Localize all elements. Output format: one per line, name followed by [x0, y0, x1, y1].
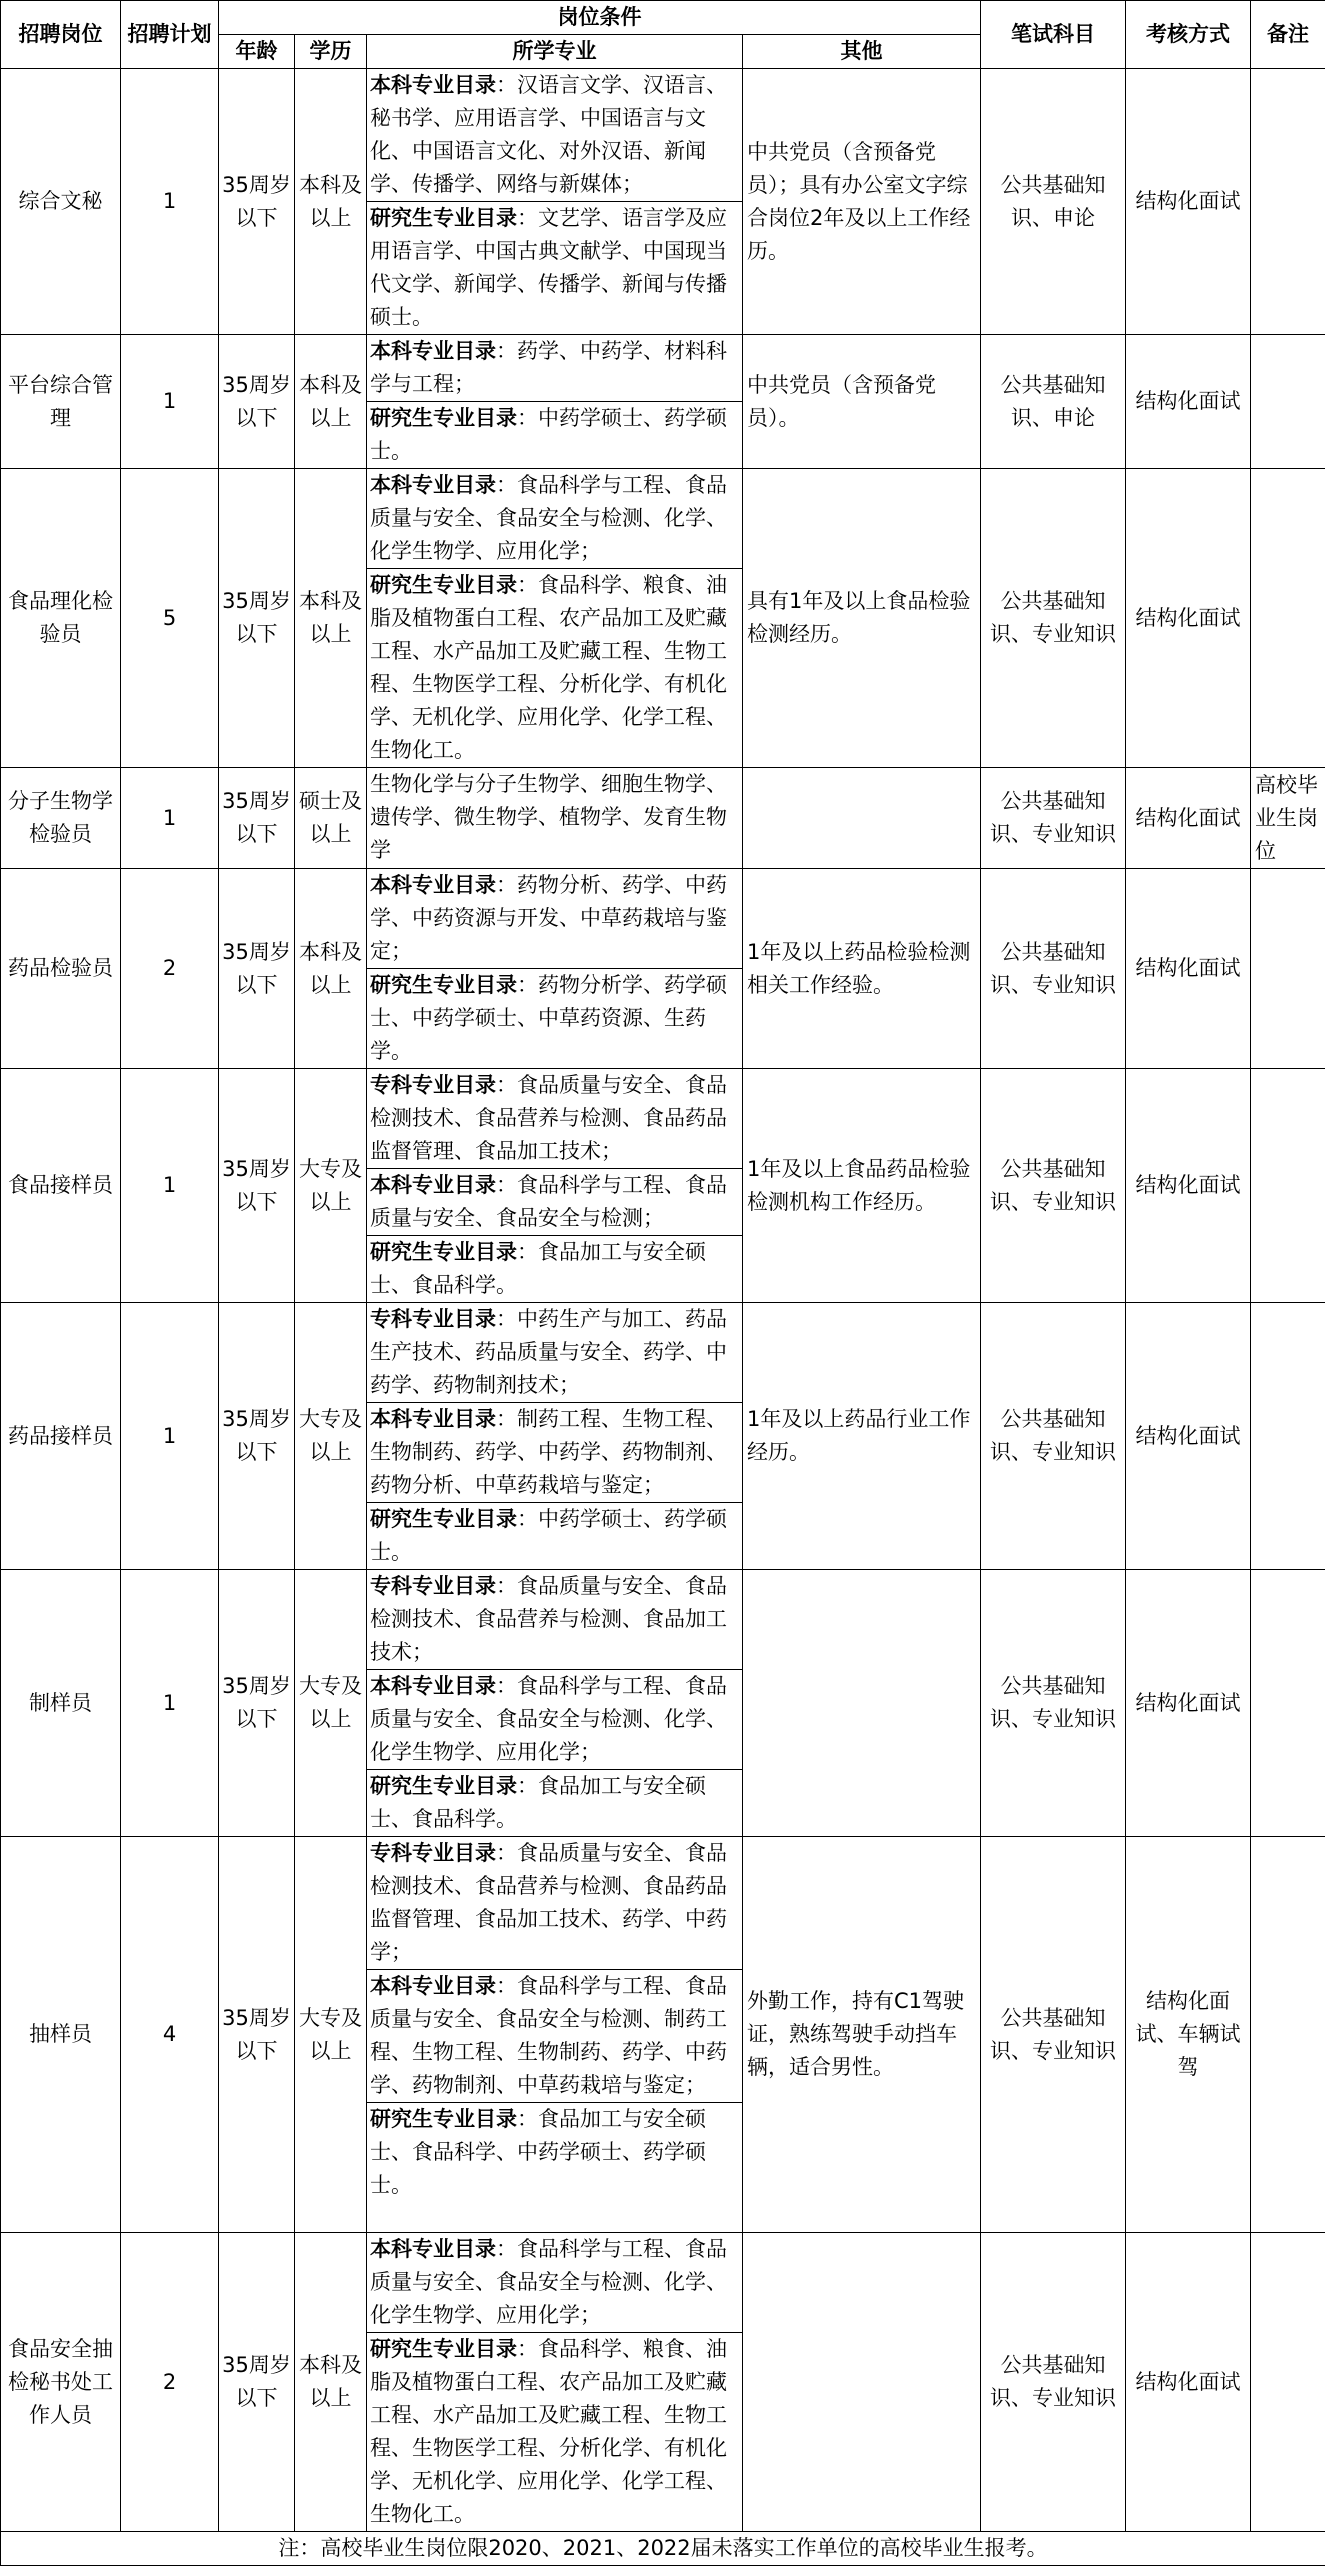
remark-cell — [1251, 1303, 1325, 1570]
major-category: 专科专业目录 — [370, 1574, 496, 1598]
other-cell: 1年及以上药品检验检测相关工作经验。 — [743, 869, 981, 1069]
assessment-cell: 结构化面试 — [1126, 335, 1251, 469]
exam-cell: 公共基础知识、专业知识 — [981, 1069, 1126, 1303]
major-list: ：食品科学与工程、食品质量与安全、食品安全与检测、化学、化学生物学、应用化学； — [370, 2237, 727, 2327]
major-category: 研究生专业目录 — [370, 1240, 517, 1264]
major-list: ：食品质量与安全、食品检测技术、食品营养与检测、食品药品监督管理、食品加工技术； — [370, 1073, 727, 1163]
major-block — [367, 1069, 742, 1168]
major-list: 生物化学与分子生物学、细胞生物学、遗传学、微生物学、植物学、发育生物学 — [370, 772, 727, 862]
major-block — [367, 1402, 742, 1502]
table-row — [1, 335, 1325, 469]
major-category: 本科专业目录 — [370, 339, 496, 363]
remark-cell — [1251, 1069, 1325, 1303]
table-row — [1, 69, 1325, 335]
plan-cell: 2 — [121, 2233, 219, 2532]
age-cell: 35周岁以下 — [219, 1303, 295, 1570]
position-cell: 抽样员 — [1, 1837, 121, 2233]
position-cell: 平台综合管理 — [1, 335, 121, 469]
exam-cell: 公共基础知识、申论 — [981, 69, 1126, 335]
major-cell — [367, 69, 743, 335]
major-block — [367, 869, 742, 968]
plan-cell: 1 — [121, 768, 219, 869]
major-block — [367, 401, 742, 468]
education-cell: 大专及以上 — [295, 1570, 367, 1837]
assessment-cell: 结构化面试 — [1126, 2233, 1251, 2532]
age-cell: 35周岁以下 — [219, 69, 295, 335]
remark-cell: 高校毕业生岗位 — [1251, 768, 1325, 869]
major-category: 研究生专业目录 — [370, 973, 517, 997]
plan-cell: 4 — [121, 1837, 219, 2233]
major-cell — [367, 1303, 743, 1570]
assessment-cell: 结构化面试 — [1126, 69, 1251, 335]
major-list: ：中药学硕士、药学硕士。 — [370, 406, 727, 463]
major-list: ：中药生产与加工、药品生产技术、药品质量与安全、药学、中药学、药物制剂技术； — [370, 1307, 727, 1397]
major-list: ：中药学硕士、药学硕士。 — [370, 1507, 727, 1564]
major-category: 本科专业目录 — [370, 1173, 496, 1197]
major-list: ：药学、中药学、材料科学与工程； — [370, 339, 727, 396]
assessment-cell: 结构化面试 — [1126, 469, 1251, 768]
footnote: 注：高校毕业生岗位限2020、2021、2022届未落实工作单位的高校毕业生报考。 — [1, 2532, 1325, 2566]
other-cell: 1年及以上药品行业工作经历。 — [743, 1303, 981, 1570]
position-cell: 综合文秘 — [1, 69, 121, 335]
plan-cell: 2 — [121, 869, 219, 1069]
other-cell: 中共党员（含预备党员）。 — [743, 335, 981, 469]
age-cell: 35周岁以下 — [219, 2233, 295, 2532]
age-cell: 35周岁以下 — [219, 1069, 295, 1303]
major-list: ：食品科学与工程、食品质量与安全、食品安全与检测、化学、化学生物学、应用化学； — [370, 473, 727, 563]
exam-cell: 公共基础知识、专业知识 — [981, 1837, 1126, 2233]
major-list: ：食品质量与安全、食品检测技术、食品营养与检测、食品药品监督管理、食品加工技术、药学、中药学； — [370, 1841, 727, 1964]
header-plan: 招聘计划 — [121, 1, 219, 69]
exam-cell: 公共基础知识、专业知识 — [981, 1570, 1126, 1837]
major-list: ：药物分析学、药学硕士、中药学硕士、中草药资源、生药学。 — [370, 973, 727, 1063]
remark-cell — [1251, 469, 1325, 768]
major-category: 研究生专业目录 — [370, 2337, 517, 2361]
major-block — [367, 968, 742, 1068]
major-category: 专科专业目录 — [370, 1307, 496, 1331]
position-cell: 制样员 — [1, 1570, 121, 1837]
exam-cell: 公共基础知识、专业知识 — [981, 2233, 1126, 2532]
other-cell: 中共党员（含预备党员）；具有办公室文字综合岗位2年及以上工作经历。 — [743, 69, 981, 335]
major-list: ：汉语言文学、汉语言、秘书学、应用语言学、中国语言与文化、中国语言文化、对外汉语、新闻学、传播学、网络与新媒体； — [370, 73, 727, 196]
other-cell: 1年及以上食品药品检验检测机构工作经历。 — [743, 1069, 981, 1303]
header-major: 所学专业 — [367, 35, 743, 69]
remark-cell — [1251, 2233, 1325, 2532]
assessment-cell: 结构化面试 — [1126, 1570, 1251, 1837]
plan-cell: 1 — [121, 1303, 219, 1570]
major-block — [367, 1303, 742, 1402]
other-cell: 具有1年及以上食品检验检测经历。 — [743, 469, 981, 768]
major-cell — [367, 469, 743, 768]
major-cell — [367, 768, 743, 869]
education-cell: 大专及以上 — [295, 1303, 367, 1570]
major-category: 本科专业目录 — [370, 1407, 496, 1431]
major-cell — [367, 1570, 743, 1837]
assessment-cell: 结构化面试 — [1126, 768, 1251, 869]
plan-cell: 1 — [121, 335, 219, 469]
major-category: 研究生专业目录 — [370, 206, 517, 230]
assessment-cell: 结构化面试 — [1126, 1069, 1251, 1303]
education-cell: 大专及以上 — [295, 1837, 367, 2233]
major-block — [367, 768, 742, 867]
major-list: ：食品加工与安全硕士、食品科学。 — [370, 1240, 706, 1297]
major-list: ：食品科学、粮食、油脂及植物蛋白工程、农产品加工及贮藏工程、水产品加工及贮藏工程、生物工程、生物医学工程、分析化学、有机化学、无机化学、应用化学、化学工程、生物化工。 — [370, 2337, 727, 2526]
table-row — [1, 869, 1325, 1069]
position-cell: 分子生物学检验员 — [1, 768, 121, 869]
major-cell — [367, 2233, 743, 2532]
header-education: 学历 — [295, 35, 367, 69]
position-cell: 食品接样员 — [1, 1069, 121, 1303]
table-row — [1, 1570, 1325, 1837]
major-block — [367, 1969, 742, 2102]
age-cell: 35周岁以下 — [219, 335, 295, 469]
exam-cell: 公共基础知识、专业知识 — [981, 768, 1126, 869]
header-exam: 笔试科目 — [981, 1, 1126, 69]
major-category: 专科专业目录 — [370, 1841, 496, 1865]
plan-cell: 5 — [121, 469, 219, 768]
table-row — [1, 1837, 1325, 2233]
major-category: 本科专业目录 — [370, 2237, 496, 2261]
other-cell — [743, 2233, 981, 2532]
other-cell — [743, 768, 981, 869]
header-age: 年龄 — [219, 35, 295, 69]
major-cell — [367, 1837, 743, 2233]
plan-cell: 1 — [121, 1069, 219, 1303]
major-category: 专科专业目录 — [370, 1073, 496, 1097]
remark-cell — [1251, 1837, 1325, 2233]
education-cell: 本科及以上 — [295, 869, 367, 1069]
age-cell: 35周岁以下 — [219, 1570, 295, 1837]
header-remark: 备注 — [1251, 1, 1325, 69]
major-category: 本科专业目录 — [370, 873, 496, 897]
age-cell: 35周岁以下 — [219, 869, 295, 1069]
other-cell — [743, 1570, 981, 1837]
major-block — [367, 2102, 742, 2202]
major-category: 本科专业目录 — [370, 1974, 496, 1998]
position-cell: 食品理化检验员 — [1, 469, 121, 768]
major-list: ：食品加工与安全硕士、食品科学、中药学硕士、药学硕士。 — [370, 2107, 706, 2197]
major-block — [367, 69, 742, 201]
education-cell: 本科及以上 — [295, 2233, 367, 2532]
exam-cell: 公共基础知识、专业知识 — [981, 1303, 1126, 1570]
major-list: ：制药工程、生物工程、生物制药、药学、中药学、药物制剂、药物分析、中草药栽培与鉴定； — [370, 1407, 727, 1497]
table-row — [1, 768, 1325, 869]
major-list: ：食品科学与工程、食品质量与安全、食品安全与检测、制药工程、生物工程、生物制药、药学、中药学、药物制剂、中草药栽培与鉴定； — [370, 1974, 727, 2097]
major-block — [367, 1570, 742, 1669]
exam-cell: 公共基础知识、申论 — [981, 335, 1126, 469]
major-block — [367, 1502, 742, 1569]
major-category: 本科专业目录 — [370, 473, 496, 497]
major-category: 研究生专业目录 — [370, 2107, 517, 2131]
header-conditions: 岗位条件 — [219, 1, 981, 35]
education-cell: 本科及以上 — [295, 69, 367, 335]
major-block — [367, 2233, 742, 2332]
plan-cell: 1 — [121, 1570, 219, 1837]
header-position: 招聘岗位 — [1, 1, 121, 69]
major-block — [367, 469, 742, 568]
assessment-cell: 结构化面试 — [1126, 1303, 1251, 1570]
major-block — [367, 1669, 742, 1769]
assessment-cell: 结构化面试、车辆试驾 — [1126, 1837, 1251, 2233]
position-cell: 食品安全抽检秘书处工作人员 — [1, 2233, 121, 2532]
major-category: 本科专业目录 — [370, 1674, 496, 1698]
education-cell: 硕士及以上 — [295, 768, 367, 869]
position-cell: 药品检验员 — [1, 869, 121, 1069]
remark-cell — [1251, 869, 1325, 1069]
major-list: ：食品科学、粮食、油脂及植物蛋白工程、农产品加工及贮藏工程、水产品加工及贮藏工程、生物工程、生物医学工程、分析化学、有机化学、无机化学、应用化学、化学工程、生物化工。 — [370, 573, 727, 762]
major-block — [367, 1769, 742, 1836]
major-category: 研究生专业目录 — [370, 406, 517, 430]
education-cell: 大专及以上 — [295, 1069, 367, 1303]
major-list: ：药物分析、药学、中药学、中药资源与开发、中草药栽培与鉴定； — [370, 873, 727, 963]
remark-cell — [1251, 335, 1325, 469]
exam-cell: 公共基础知识、专业知识 — [981, 869, 1126, 1069]
header-other: 其他 — [743, 35, 981, 69]
major-list: ：食品加工与安全硕士、食品科学。 — [370, 1774, 706, 1831]
major-list: ：食品质量与安全、食品检测技术、食品营养与检测、食品加工技术； — [370, 1574, 727, 1664]
major-cell — [367, 1069, 743, 1303]
remark-cell — [1251, 1570, 1325, 1837]
major-cell — [367, 869, 743, 1069]
header-assessment: 考核方式 — [1126, 1, 1251, 69]
major-block — [367, 201, 742, 334]
plan-cell: 1 — [121, 69, 219, 335]
table-row — [1, 1069, 1325, 1303]
major-block — [367, 335, 742, 401]
major-category: 研究生专业目录 — [370, 1507, 517, 1531]
major-category: 研究生专业目录 — [370, 573, 517, 597]
major-category: 本科专业目录 — [370, 73, 496, 97]
major-block — [367, 1168, 742, 1235]
assessment-cell: 结构化面试 — [1126, 869, 1251, 1069]
major-category: 研究生专业目录 — [370, 1774, 517, 1798]
major-block — [367, 1235, 742, 1302]
age-cell: 35周岁以下 — [219, 1837, 295, 2233]
other-cell: 外勤工作，持有C1驾驶证，熟练驾驶手动挡车辆，适合男性。 — [743, 1837, 981, 2233]
education-cell: 本科及以上 — [295, 335, 367, 469]
remark-cell — [1251, 69, 1325, 335]
table-row — [1, 469, 1325, 768]
major-list: ：文艺学、语言学及应用语言学、中国古典文献学、中国现当代文学、新闻学、传播学、新闻与传播硕士。 — [370, 206, 727, 329]
major-block — [367, 2332, 742, 2531]
position-cell: 药品接样员 — [1, 1303, 121, 1570]
age-cell: 35周岁以下 — [219, 768, 295, 869]
major-list: ：食品科学与工程、食品质量与安全、食品安全与检测、化学、化学生物学、应用化学； — [370, 1674, 727, 1764]
major-block — [367, 1837, 742, 1969]
education-cell: 本科及以上 — [295, 469, 367, 768]
major-list: ：食品科学与工程、食品质量与安全、食品安全与检测； — [370, 1173, 727, 1230]
exam-cell: 公共基础知识、专业知识 — [981, 469, 1126, 768]
major-block — [367, 568, 742, 767]
table-row — [1, 2233, 1325, 2532]
table-row — [1, 1303, 1325, 1570]
age-cell: 35周岁以下 — [219, 469, 295, 768]
major-cell — [367, 335, 743, 469]
